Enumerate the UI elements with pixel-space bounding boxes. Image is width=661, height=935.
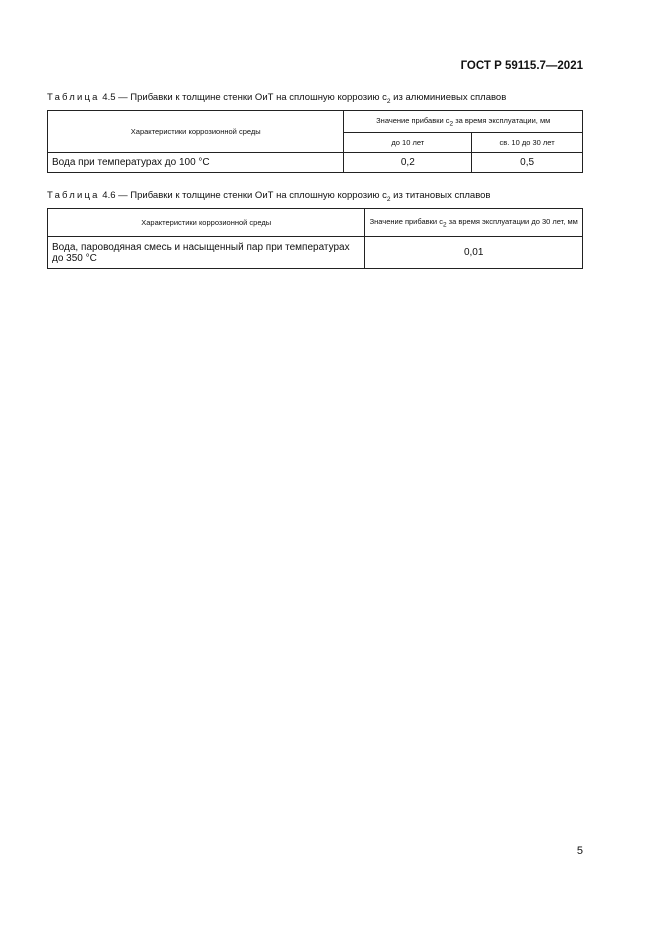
document-code: ГОСТ Р 59115.7—2021	[460, 60, 583, 72]
table-row	[48, 237, 583, 269]
header-10-to-30-years: св. 10 до 30 лет	[472, 133, 583, 153]
caption-subscript: 2	[386, 195, 391, 203]
table-4-5-caption	[47, 92, 506, 105]
header-allowance-text-end: за время эксплуатации, мм	[453, 115, 551, 125]
table-4-6	[47, 208, 583, 269]
cell-value-30: 0,5	[472, 153, 583, 173]
caption-subscript: 2	[386, 97, 391, 105]
header-allowance-value	[344, 111, 583, 133]
header-allowance-text: Значение прибавки c	[376, 115, 450, 125]
header-allowance-subscript: 2	[442, 221, 447, 229]
caption-word: Таблица	[47, 190, 100, 201]
caption-text: 4.6 — Прибавки к толщине стенки ОиТ на сплошную коррозию c	[102, 190, 387, 201]
table-4-5	[47, 110, 583, 173]
table-4-6-caption	[47, 190, 490, 203]
caption-text-end: из титановых сплавов	[390, 190, 491, 201]
page-number: 5	[576, 845, 583, 857]
cell-medium: Вода при температурах до 100 °С	[48, 153, 344, 173]
header-allowance-value	[365, 209, 583, 237]
cell-value-30: 0,01	[365, 237, 583, 269]
caption-word: Таблица	[47, 92, 100, 103]
header-corrosion-medium: Характеристики коррозионной среды	[48, 111, 344, 153]
header-corrosion-medium: Характеристики коррозионной среды	[48, 209, 365, 237]
header-allowance-text: Значение прибавки c	[369, 216, 443, 226]
table-row	[48, 153, 583, 173]
cell-value-10: 0,2	[344, 153, 472, 173]
header-allowance-text-end: за время эксплуатации до 30 лет, мм	[446, 216, 578, 226]
cell-medium: Вода, пароводяная смесь и насыщенный пар при температурах до 350 °С	[48, 237, 365, 269]
header-up-to-10-years: до 10 лет	[344, 133, 472, 153]
header-allowance-subscript: 2	[449, 120, 454, 128]
caption-text-end: из алюминиевых сплавов	[390, 92, 507, 103]
caption-text: 4.5 — Прибавки к толщине стенки ОиТ на сплошную коррозию c	[102, 92, 387, 103]
